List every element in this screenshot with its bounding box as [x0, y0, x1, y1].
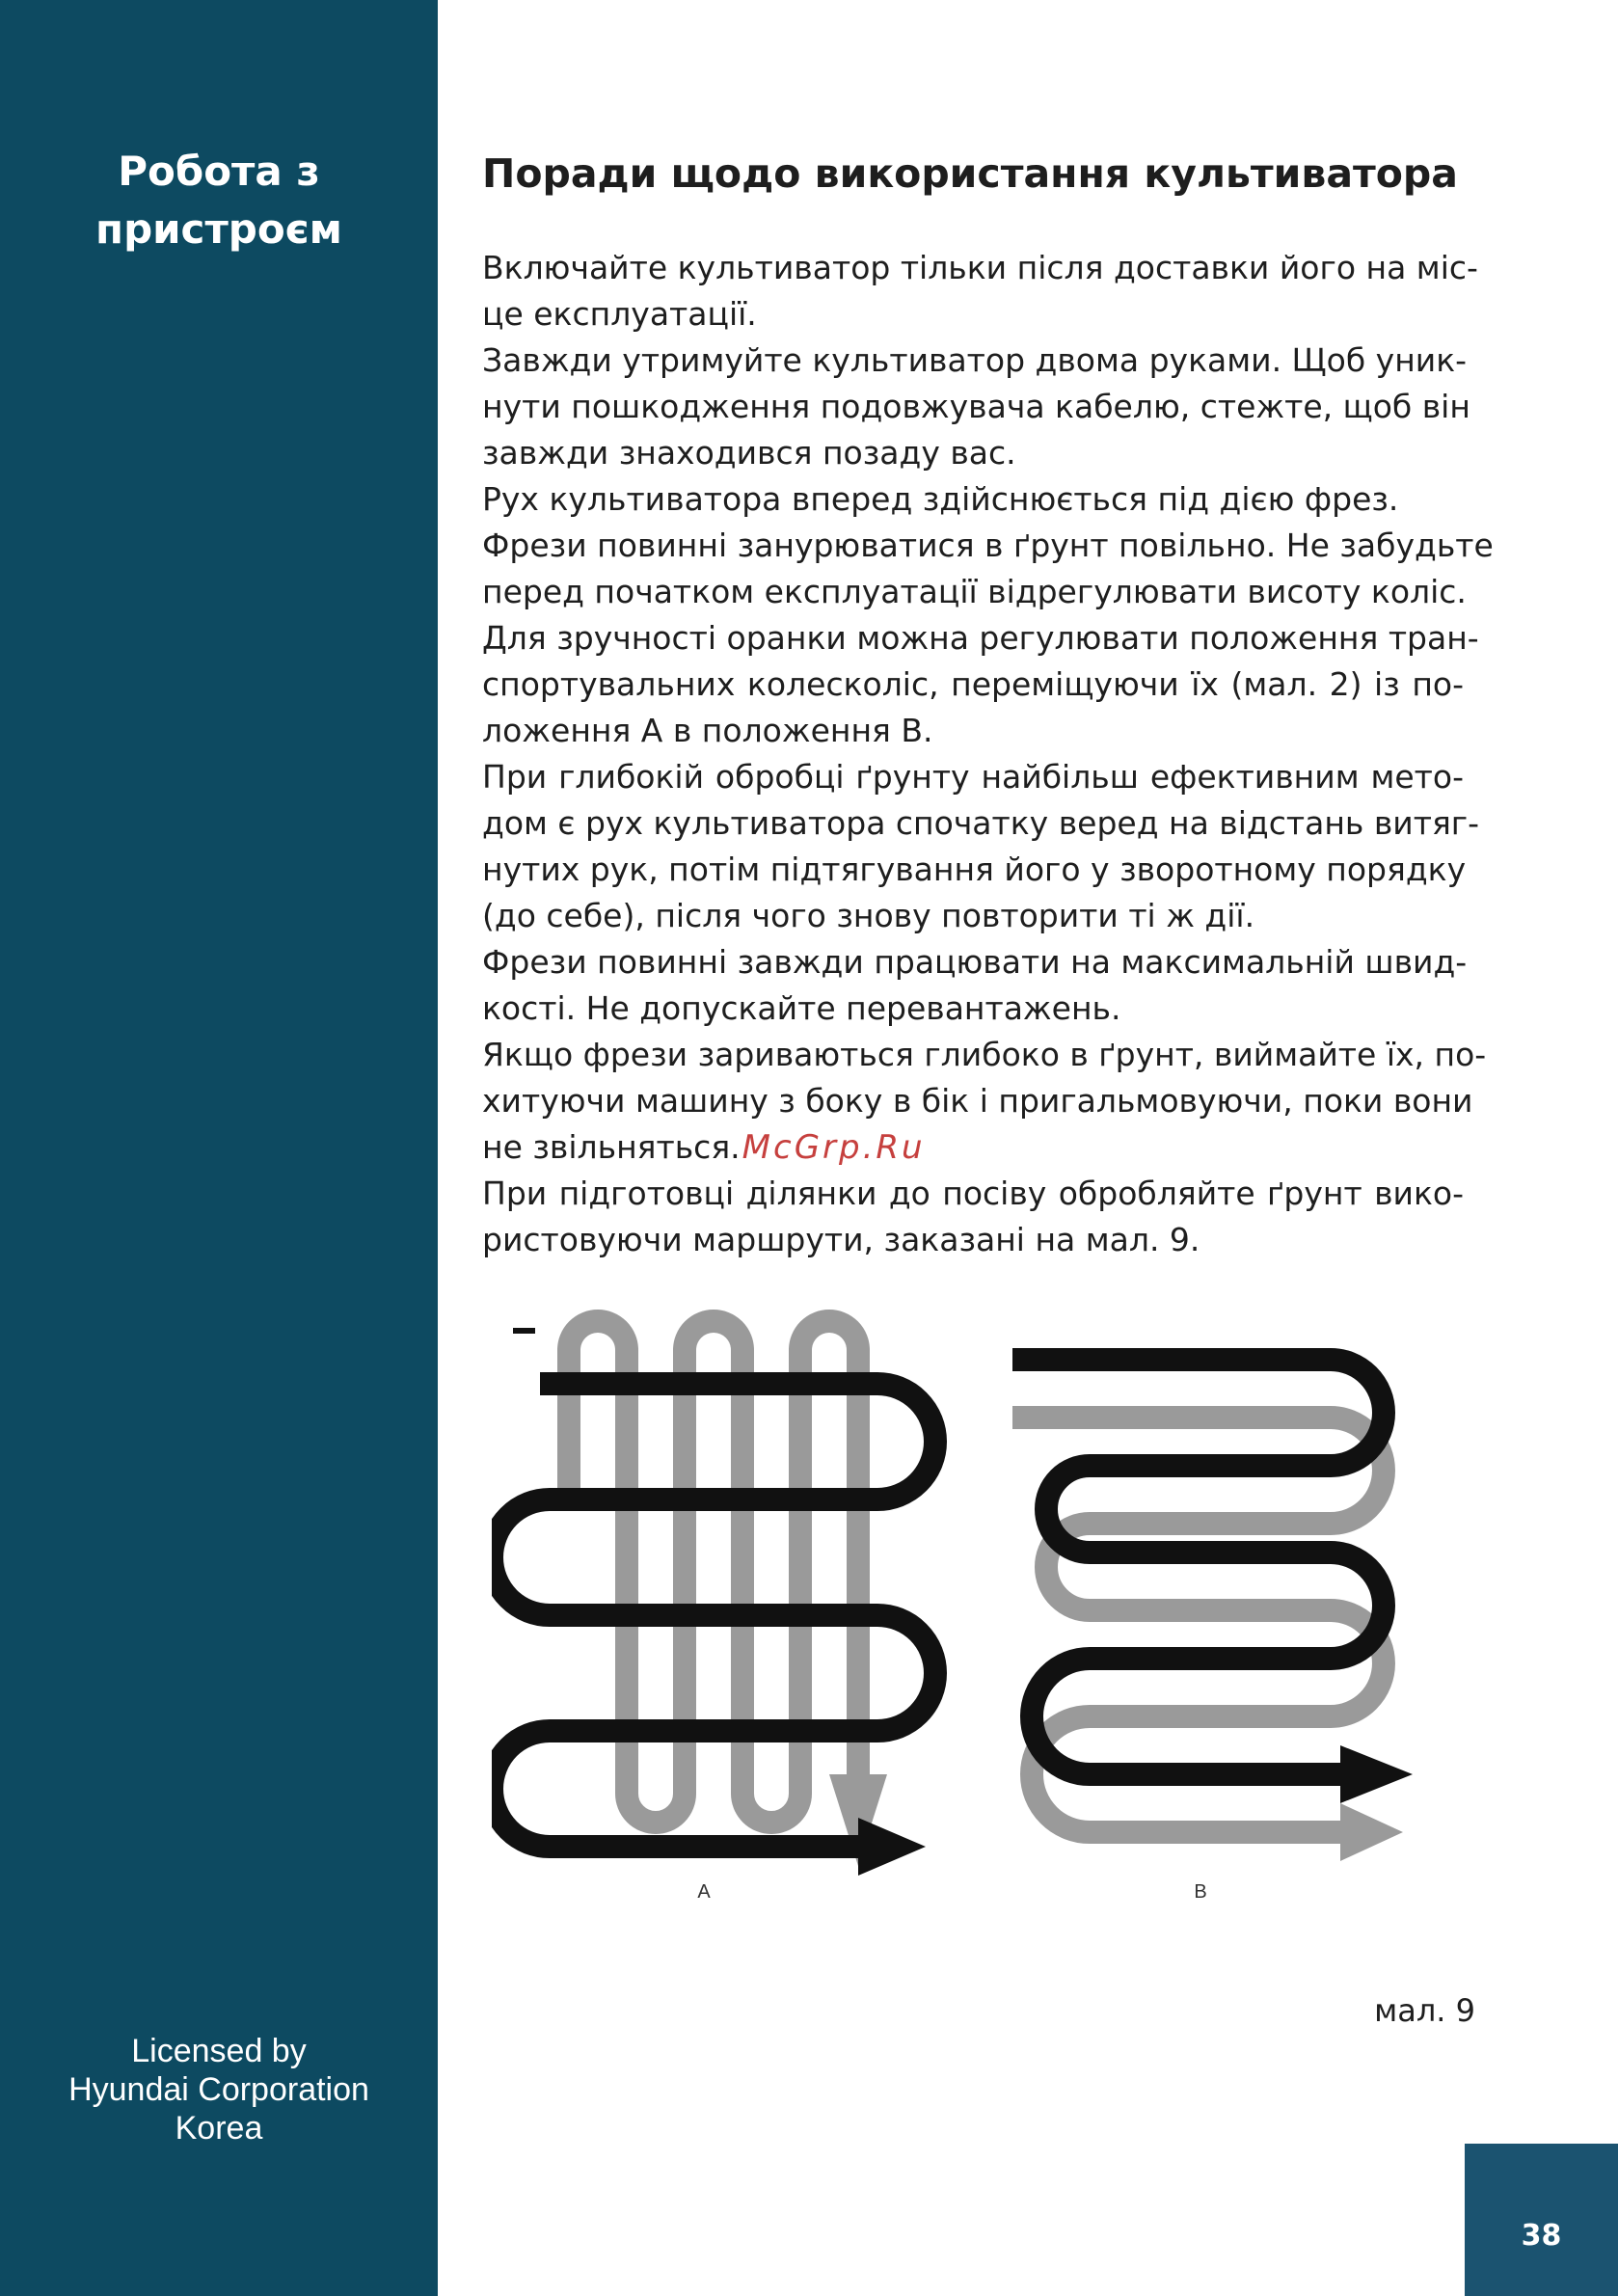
route-a-grey-path [569, 1321, 858, 1823]
text-line: (до себе), після чого знову повторити ті ж дії. [482, 897, 1255, 934]
text-line: Фрези повинні завжди працювати на максимальній швид- [482, 943, 1468, 981]
text-line: Фрези повинні занурюватися в ґрунт повільно. Не забудьте [482, 527, 1494, 564]
text-line: перед початком експлуатації відрегулювати висоту коліс. [482, 573, 1467, 610]
text-line: Рух культиватора вперед здійснюється під дією фрез. [482, 480, 1399, 518]
body-text [482, 245, 1494, 1263]
text-line: спортувальних колесколіс, переміщуючи їх (мал. 2) із по- [482, 665, 1464, 703]
text-line: Завжди утримуйте культиватор двома руками. Щоб уник- [482, 341, 1468, 379]
license-line-1: Licensed by [131, 2033, 307, 2069]
text-line: Якщо фрези зариваються глибоко в ґрунт, виймайте їх, по- [482, 1036, 1487, 1073]
text-line: це експлуатації. [482, 295, 757, 333]
text-line: дом є рух культиватора спочатку веред на відстань витяг- [482, 804, 1480, 842]
text-line: При підготовці ділянки до посіву обробляйте ґрунт вико- [482, 1175, 1464, 1212]
text-line: кості. Не допускайте перевантажень. [482, 989, 1121, 1027]
text-line: не звільняться. [482, 1128, 741, 1166]
page-heading: Поради щодо використання культиватора [482, 150, 1458, 197]
text-line: ристовуючи маршрути, заказані на мал. 9. [482, 1221, 1200, 1258]
license-note [0, 2032, 438, 2147]
tilling-routes-figure [492, 1292, 1456, 1919]
text-line: хитуючи машину з боку в бік і пригальмовуючи, поки вони [482, 1082, 1473, 1120]
figure-label-b: B [1194, 1881, 1207, 1903]
figure-label-a: A [697, 1881, 711, 1903]
section-title-line-1: Робота з [118, 148, 320, 195]
section-title [0, 143, 438, 258]
text-line: нути пошкодження подовжувача кабелю, стежте, щоб він [482, 388, 1470, 425]
sidebar [0, 0, 438, 2296]
text-line: нутих рук, потім підтягування його у зворотному порядку [482, 851, 1467, 888]
route-a-black-arrowhead [858, 1818, 926, 1876]
page-number-box [1465, 2144, 1618, 2296]
page-number: 38 [1521, 2219, 1562, 2253]
text-line: завжди знаходився позаду вас. [482, 434, 1016, 472]
watermark: McGrp.Ru [742, 1128, 926, 1167]
figure-caption: мал. 9 [1374, 1992, 1475, 2029]
route-b-grey-arrowhead [1340, 1803, 1403, 1861]
license-line-3: Korea [175, 2110, 263, 2147]
text-line: При глибокій обробці ґрунту найбільш ефективним мето- [482, 758, 1464, 796]
license-line-2: Hyundai Corporation [68, 2071, 369, 2108]
text-line-with-watermark [482, 1124, 1464, 1171]
text-line: Включайте культиватор тільки після доставки його на міс- [482, 249, 1478, 286]
text-line: Для зручності оранки можна регулювати положення тран- [482, 619, 1479, 657]
route-b-black-arrowhead [1340, 1745, 1413, 1803]
text-line: ложення А в положення В. [482, 712, 933, 749]
section-title-line-2: пристроєм [95, 205, 342, 253]
